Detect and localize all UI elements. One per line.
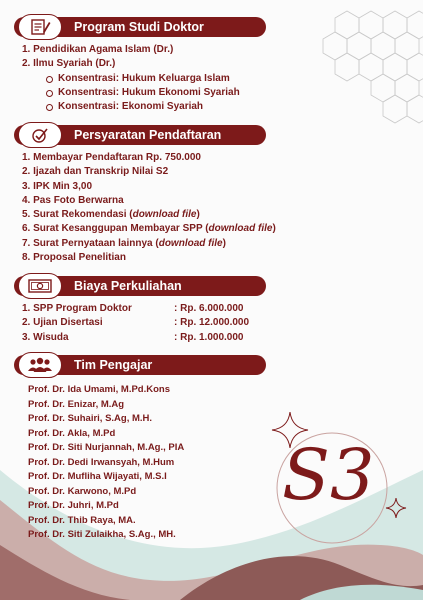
fee-label: 1. SPP Program Doktor — [22, 303, 132, 314]
fee-amount: : Rp. 12.000.000 — [174, 317, 250, 329]
fee-label: 3. Wisuda — [22, 331, 69, 343]
fee-amount: : Rp. 1.000.000 — [174, 331, 244, 343]
checkmark-circle-icon — [18, 122, 62, 148]
section-header-team — [14, 355, 266, 375]
section-title-requirements: Persyaratan Pendaftaran — [74, 128, 222, 142]
download-file-link[interactable]: download file — [208, 223, 273, 235]
list-item: 2. Ijazah dan Transkrip Nilai S2 — [22, 166, 169, 178]
list-item: Konsentrasi: Hukum Keluarga Islam — [22, 72, 240, 86]
section-header-program — [14, 17, 266, 37]
list-item: 1. Membayar Pendaftaran Rp. 750.000 — [22, 152, 201, 163]
list-item: Prof. Dr. Juhri, M.Pd — [28, 500, 119, 511]
list-item: Prof. Dr. Suhairi, S.Ag, M.H. — [28, 413, 153, 424]
list-item: 2. Ilmu Syariah (Dr.) — [22, 58, 116, 70]
money-bill-icon — [18, 273, 62, 299]
fee-amount: : Rp. 6.000.000 — [174, 303, 244, 314]
section-title-fees: Biaya Perkuliahan — [74, 279, 182, 293]
team-list — [28, 383, 184, 543]
list-item: Prof. Dr. Dedi Irwansyah, M.Hum — [28, 456, 175, 468]
section-header-requirements — [14, 125, 266, 145]
download-file-link[interactable]: download file — [158, 237, 223, 249]
list-item: Konsentrasi: Hukum Ekonomi Syariah — [22, 86, 240, 100]
list-item: Prof. Dr. Enizar, M.Ag — [28, 398, 125, 410]
list-item: Prof. Dr. Ida Umami, M.Pd.Kons — [28, 384, 170, 395]
table-row — [22, 316, 249, 330]
list-item: 3. IPK Min 3,00 — [22, 180, 93, 192]
table-row — [22, 331, 249, 345]
list-item: Prof. Dr. Karwono, M.Pd — [28, 485, 137, 497]
section-title-team: Tim Pengajar — [74, 358, 153, 372]
list-item: Prof. Dr. Akla, M.Pd — [28, 427, 116, 439]
fee-label: 2. Ujian Disertasi — [22, 317, 103, 329]
requirements-list — [22, 151, 276, 265]
fees-list — [22, 302, 249, 345]
table-row — [22, 302, 249, 316]
program-list — [22, 43, 240, 114]
list-item: Prof. Dr. Mufliha Wijayati, M.S.I — [28, 471, 167, 482]
download-file-link[interactable]: download file — [132, 209, 197, 221]
list-item: 7. Surat Pernyataan lainnya (download file) — [22, 237, 226, 249]
list-item: 1. Pendidikan Agama Islam (Dr.) — [22, 44, 174, 55]
list-item: Prof. Dr. Siti Zulaikha, S.Ag., MH. — [28, 529, 176, 540]
list-item: 8. Proposal Penelitian — [22, 252, 126, 264]
list-item: 5. Surat Rekomendasi (download file) — [22, 209, 200, 221]
section-title-program: Program Studi Doktor — [74, 20, 204, 34]
section-header-fees — [14, 276, 266, 296]
list-item: Prof. Dr. Thib Raya, MA. — [28, 514, 136, 526]
list-item: 4. Pas Foto Berwarna — [22, 194, 124, 206]
people-group-icon — [18, 352, 62, 378]
s3-badge: S3 — [282, 434, 375, 516]
document-pen-icon — [18, 14, 62, 40]
list-item: 6. Surat Kesanggupan Membayar SPP (download file) — [22, 223, 276, 235]
list-item: Konsentrasi: Ekonomi Syariah — [22, 100, 240, 114]
list-item: Prof. Dr. Siti Nurjannah, M.Ag., PIA — [28, 442, 185, 453]
hexagon-pattern — [323, 11, 423, 123]
